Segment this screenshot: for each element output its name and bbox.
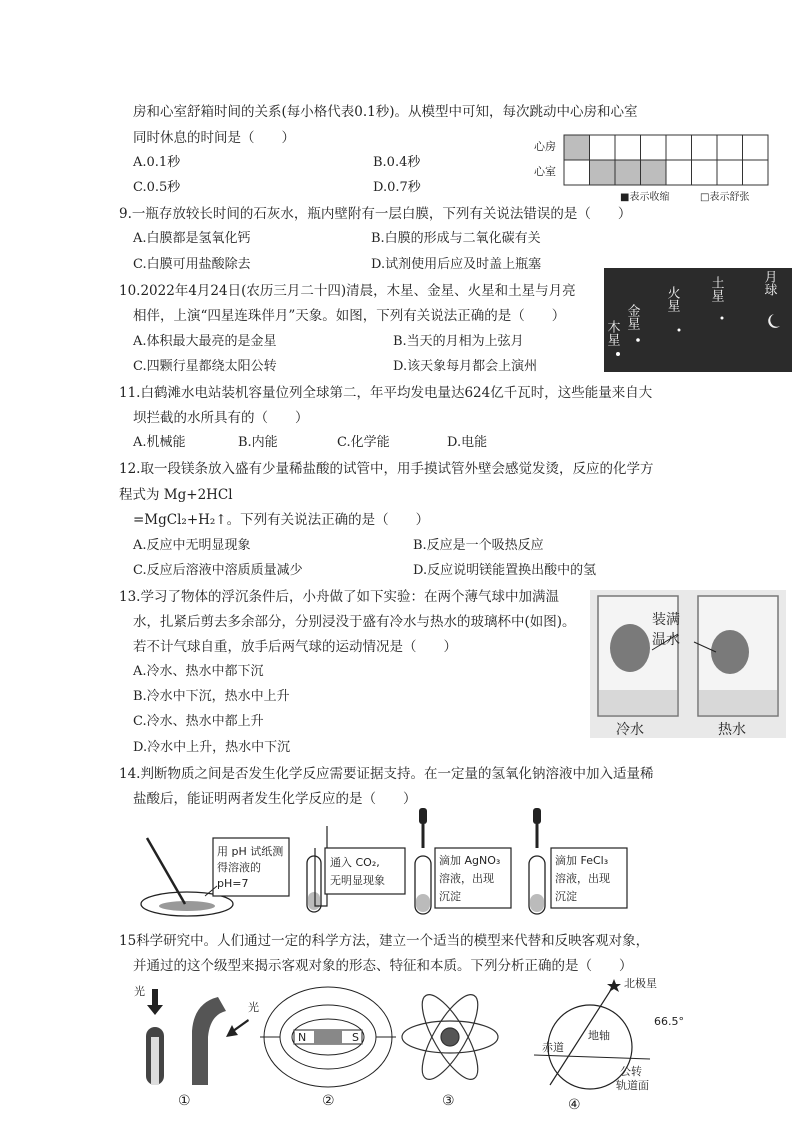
balloon-hot xyxy=(711,630,749,674)
q12-line2: 程式为 Mg+2HCl xyxy=(119,487,233,503)
q13-line3: 若不计气球自重，放手后两气球的运动情况是（ ） xyxy=(133,639,457,655)
q15-line2: 并通过的这个级型来揭示客观对象的形态、特征和本质。下列分析正确的是（ ） xyxy=(133,958,633,974)
photo-venus: 金星 xyxy=(624,304,640,330)
exp-a-line3: pH=7 xyxy=(217,877,249,890)
exp-d-line2: 溶液，出现 xyxy=(555,872,610,885)
fig2-number: ② xyxy=(322,1093,335,1109)
q8-option-b: B.0.4秒 xyxy=(373,155,421,170)
q8-line2: 同时休息的时间是（ ） xyxy=(133,130,295,146)
q12-option-d: D.反应说明镁能置换出酸中的氢 xyxy=(413,563,597,578)
q10-line2: 相伴，上演“四星连珠伴月”天象。如图，下列有关说法正确的是（ ） xyxy=(133,308,566,324)
mars-dot xyxy=(678,329,681,332)
fig3-atom-model xyxy=(402,987,498,1086)
fig2-south-pole: S xyxy=(352,1031,359,1044)
q11-line2: 坝拦截的水所具有的（ ） xyxy=(133,410,309,426)
exp-d-tube xyxy=(529,808,627,914)
exp-c-line2: 溶液，出现 xyxy=(439,872,494,885)
q13-option-a: A.冷水、热水中都下沉 xyxy=(133,664,264,679)
grid-legend-contract: ■表示收缩 xyxy=(620,192,670,203)
grid-row1-label: 心房 xyxy=(534,140,556,153)
exp-d-line1: 滴加 FeCl₃ xyxy=(555,854,609,867)
ventricle-cell xyxy=(666,160,692,185)
fig2-north-pole: N xyxy=(298,1031,307,1044)
photo-mars: 火星 xyxy=(664,286,680,312)
ventricle-cell xyxy=(692,160,718,185)
q11-option-b: B.内能 xyxy=(238,435,278,450)
q12-line3: =MgCl₂+H₂↑。下列有关说法正确的是（ ） xyxy=(133,512,430,528)
planets-photo xyxy=(604,268,792,372)
q11-option-d: D.电能 xyxy=(447,435,488,450)
fig4-earth-axis-label: 地轴 xyxy=(588,1029,610,1042)
heart-cycle-grid xyxy=(530,135,770,205)
q14-line2: 盐酸后，能证明两者发生化学反应的是（ ） xyxy=(133,791,417,807)
star-icon xyxy=(607,979,621,992)
q10-line1: 10.2022年4月24日(农历三月二十四)清晨，木星、金星、火星和土星与月亮 xyxy=(119,283,576,299)
fig1-light-a: 光 xyxy=(134,985,145,998)
q10-option-b: B.当天的月相为上弦月 xyxy=(393,334,524,349)
q14-line1: 14.判断物质之间是否发生化学反应需要证据支持。在一定量的氢氧化钠溶液中加入适量稀 xyxy=(119,766,654,782)
ventricle-cell xyxy=(743,160,769,185)
q8-option-a: A.0.1秒 xyxy=(133,155,181,170)
atria-cell xyxy=(692,135,718,160)
jupiter-dot xyxy=(616,352,620,356)
fig4-angle: 66.5° xyxy=(654,1015,684,1028)
q11-line1: 11.白鹤滩水电站装机容量位列全球第二，年平均发电量达624亿千瓦时，这些能量来自大 xyxy=(119,385,653,401)
fig1-light-b: 光 xyxy=(248,1001,259,1014)
exp-b-line2: 无明显现象 xyxy=(330,874,385,887)
grid-row2-label: 心室 xyxy=(534,165,556,178)
q13-option-b: B.冷水中下沉，热水中上升 xyxy=(133,689,290,704)
exp-a-line2: 得溶液的 xyxy=(217,861,261,874)
q13-option-d: D.冷水中上升，热水中下沉 xyxy=(133,740,291,755)
q12-option-a: A.反应中无明显现象 xyxy=(133,538,251,553)
exp-c-line3: 沉淀 xyxy=(439,890,461,903)
fig4-north-star: 北极星 xyxy=(624,977,657,990)
down-arrow-icon xyxy=(147,989,163,1015)
ventricle-cell xyxy=(615,160,641,185)
exp-c-tube xyxy=(415,808,511,914)
exp-d-line3: 沉淀 xyxy=(555,890,577,903)
q10-option-a: A.体积最大最亮的是金星 xyxy=(133,334,277,349)
q8-option-d: D.0.7秒 xyxy=(373,180,421,195)
q15-figures xyxy=(130,975,770,1115)
q10-option-d: D.该天象每月都会上演州 xyxy=(393,359,538,374)
q13-line1: 13.学习了物体的浮沉条件后，小舟做了如下实验：在两个薄气球中加满温 xyxy=(119,589,559,605)
exp-a-line1: 用 pH 试纸测 xyxy=(217,845,284,858)
q14-experiments xyxy=(135,808,655,926)
fig4-orbit2: 轨道面 xyxy=(616,1079,649,1092)
ventricle-cell xyxy=(564,160,590,185)
saturn-dot xyxy=(721,317,724,320)
q9-option-c: C.白膜可用盐酸除去 xyxy=(133,257,251,272)
ventricle-cell xyxy=(590,160,616,185)
balloon-cups-photo xyxy=(590,590,786,738)
atria-cell xyxy=(743,135,769,160)
exp-b-line1: 通入 CO₂, xyxy=(330,856,380,869)
ventricle-cell xyxy=(717,160,743,185)
exp-a-dish xyxy=(141,838,289,916)
q9-stem: 9.一瓶存放较长时间的石灰水，瓶内壁附有一层白膜，下列有关说法错误的是（ ） xyxy=(119,206,632,222)
fig4-orbit1: 公转 xyxy=(620,1065,642,1078)
photo-label-fill: 装满 xyxy=(652,612,680,628)
q11-option-a: A.机械能 xyxy=(133,435,186,450)
fig4-equator: 赤道 xyxy=(542,1041,564,1054)
venus-dot xyxy=(636,338,640,342)
balloon-cold xyxy=(610,624,650,672)
q15-line1: 15科学研究中。人们通过一定的科学方法，建立一个适当的模型来代替和反映客观对象， xyxy=(119,933,650,949)
grid-legend-relax: □表示舒张 xyxy=(700,192,750,203)
q12-line1: 12.取一段镁条放入盛有少量稀盐酸的试管中，用手摸试管外壁会感觉发烫，反应的化学方 xyxy=(119,461,654,477)
photo-cold: 冷水 xyxy=(616,722,644,738)
photo-moon-label: 月球 xyxy=(761,270,777,296)
side-arrow-icon xyxy=(226,1019,249,1037)
q8-option-c: C.0.5秒 xyxy=(133,180,181,195)
q10-option-c: C.四颗行星都绕太阳公转 xyxy=(133,359,277,374)
fig2-magnet-field xyxy=(260,987,396,1087)
q11-option-c: C.化学能 xyxy=(337,435,390,450)
q8-line1: 房和心室舒箱时间的关系(每小格代表0.1秒)。从模型中可知，每次跳动中心房和心室 xyxy=(133,104,638,120)
photo-label-warm: 温水 xyxy=(652,632,680,648)
exp-b-tube xyxy=(307,826,405,912)
fig4-number: ④ xyxy=(568,1097,581,1113)
fig3-number: ③ xyxy=(442,1093,455,1109)
q13-line2: 水，扎紧后剪去多余部分，分别浸没于盛有冷水与热水的玻璃杯中(如图)。 xyxy=(133,614,576,630)
q9-option-a: A.白膜都是氢氧化钙 xyxy=(133,231,251,246)
atria-cell xyxy=(564,135,590,160)
q13-option-c: C.冷水、热水中都上升 xyxy=(133,714,264,729)
photo-hot: 热水 xyxy=(718,722,746,738)
fig1-phototropism xyxy=(134,984,259,1109)
atria-cell xyxy=(666,135,692,160)
q12-option-b: B.反应是一个吸热反应 xyxy=(413,538,544,553)
q12-option-c: C.反应后溶液中溶质质量减少 xyxy=(133,563,303,578)
q9-option-d: D.试剂使用后应及时盖上瓶塞 xyxy=(371,257,542,272)
q9-option-b: B.白膜的形成与二氧化碳有关 xyxy=(371,231,541,246)
photo-saturn: 土星 xyxy=(708,276,724,302)
exp-c-line1: 滴加 AgNO₃ xyxy=(439,854,501,867)
fig1-number: ① xyxy=(178,1093,191,1109)
atria-cell xyxy=(615,135,641,160)
ventricle-cell xyxy=(641,160,667,185)
atria-cell xyxy=(717,135,743,160)
photo-jupiter: 木星 xyxy=(604,320,620,346)
atria-cell xyxy=(590,135,616,160)
atria-cell xyxy=(641,135,667,160)
